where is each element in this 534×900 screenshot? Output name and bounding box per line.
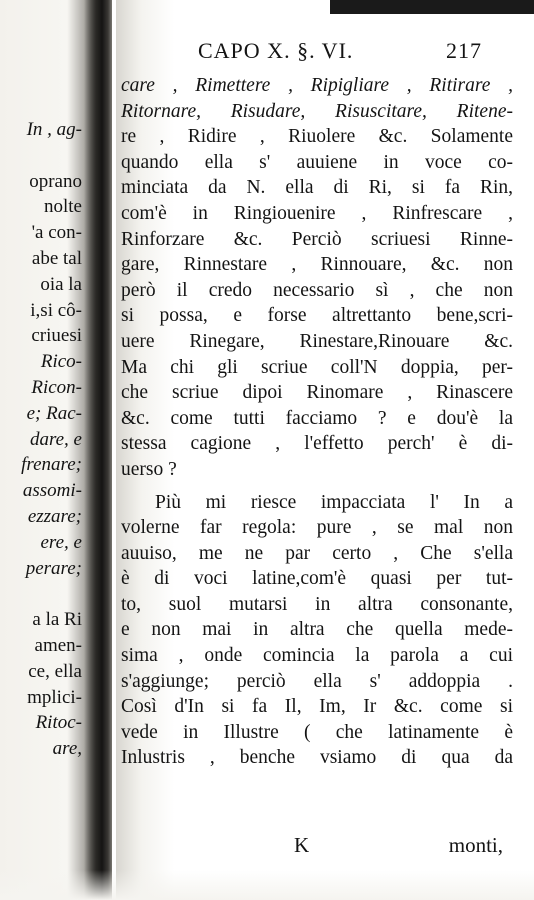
left-fragment-line: frenare;: [21, 454, 82, 476]
left-fragment-line: [0, 581, 82, 607]
text-line: auuiso, me ne par certo , Che s'ella: [121, 542, 513, 564]
signature-mark: K: [294, 833, 310, 857]
left-fragment-line: e; Rac-: [26, 402, 82, 424]
text-line: Più mi riesce impacciata l' In a: [155, 491, 513, 513]
text-line: uere Rinegare, Rinestare,Rinouare &c.: [121, 330, 513, 352]
text-line: uerso ?: [121, 458, 177, 480]
page-footer: [121, 833, 513, 861]
text-line: volerne far regola: pure , se mal non: [121, 517, 513, 539]
page-number: 217: [446, 38, 482, 63]
left-fragment-line: oprano: [29, 170, 82, 192]
text-line: si possa, e forse altrettanto bene,scri-: [121, 305, 513, 327]
text-line: gare, Rinnestare , Rinnouare, &c. non: [121, 254, 513, 276]
left-fragment-line: perare;: [25, 557, 82, 579]
left-fragment-line: nolte: [44, 196, 82, 218]
text-line: &c. come tutti facciamo ? e dou'è la: [121, 407, 513, 429]
text-line: minciata da N. ella di Ri, si fa Rin,: [121, 177, 513, 199]
text-line: quando ella s' auuiene in voce co-: [121, 151, 513, 173]
left-fragment-line: [0, 143, 82, 169]
left-page-fragments: [0, 0, 82, 900]
left-fragment-line: 'a con-: [31, 222, 82, 244]
left-fragment-line: assomi-: [22, 480, 82, 502]
left-fragment-line: amen-: [34, 634, 82, 656]
left-fragment-line: In , ag-: [26, 119, 82, 140]
left-page-margin: [0, 0, 112, 900]
chapter-title: CAPO X. §. VI.: [198, 38, 354, 63]
left-fragment-line: ezzare;: [27, 505, 82, 527]
left-fragment-line: mplici-: [27, 686, 82, 708]
bottom-fade: [0, 870, 534, 900]
left-fragment-line: ere, e: [40, 531, 82, 553]
text-line: che scriue dipoi Rinomare , Rinascere: [121, 382, 513, 404]
text-line: Inlustris , benche vsiamo di qua da: [121, 747, 513, 769]
text-line: care , Rimettere , Ripigliare , Ritirare ,: [121, 75, 513, 96]
text-line: Ritornare, Risudare, Risuscitare, Ritene-: [121, 100, 513, 122]
left-fragment-line: are,: [52, 738, 82, 760]
left-fragment-line: Ricon-: [31, 376, 82, 398]
running-header: [198, 38, 498, 68]
left-fragment-line: abe tal: [31, 247, 82, 269]
text-line: è di voci latine,com'è quasi per tut-: [121, 568, 513, 590]
left-fragment-line: ce, ella: [28, 660, 82, 682]
text-line: Ma chi gli scriue coll'N doppia, per-: [121, 356, 513, 378]
left-fragment-line: Rico-: [40, 351, 82, 373]
left-fragment-line: Ritoc-: [35, 712, 82, 734]
text-line: to, suol mutarsi in altra consonante,: [121, 593, 513, 615]
catchword: monti,: [448, 833, 503, 857]
text-line: s'aggiunge; perciò ella s' addoppia .: [121, 670, 513, 692]
body-text: [121, 73, 513, 771]
text-line: stessa cagione , l'effetto perch' è di-: [121, 433, 513, 455]
top-dark-edge: [330, 0, 534, 14]
text-line: e non mai in altra che quella mede-: [121, 619, 513, 641]
text-line: sima , onde comincia la parola a cui: [121, 645, 513, 667]
book-spine: [84, 0, 112, 900]
text-line: Rinforzare &c. Perciò scriuesi Rinne-: [121, 228, 513, 250]
text-line: re , Ridire , Riuolere &c. Solamente: [121, 126, 513, 148]
text-line: Così d'In si fa Il, Im, Ir &c. come si: [121, 696, 513, 718]
text-line: com'è in Ringiouenire , Rinfrescare ,: [121, 202, 513, 224]
left-fragment-line: dare, e: [29, 428, 82, 450]
left-fragment-line: oia la: [40, 273, 82, 295]
left-fragment-line: a la Ri: [32, 609, 82, 631]
text-line: però il credo necessario sì , che non: [121, 279, 513, 301]
left-fragment-line: i,si cô-: [30, 299, 82, 321]
left-fragment-line: criuesi: [31, 325, 82, 347]
text-line: vede in Illustre ( che latinamente è: [121, 721, 513, 743]
